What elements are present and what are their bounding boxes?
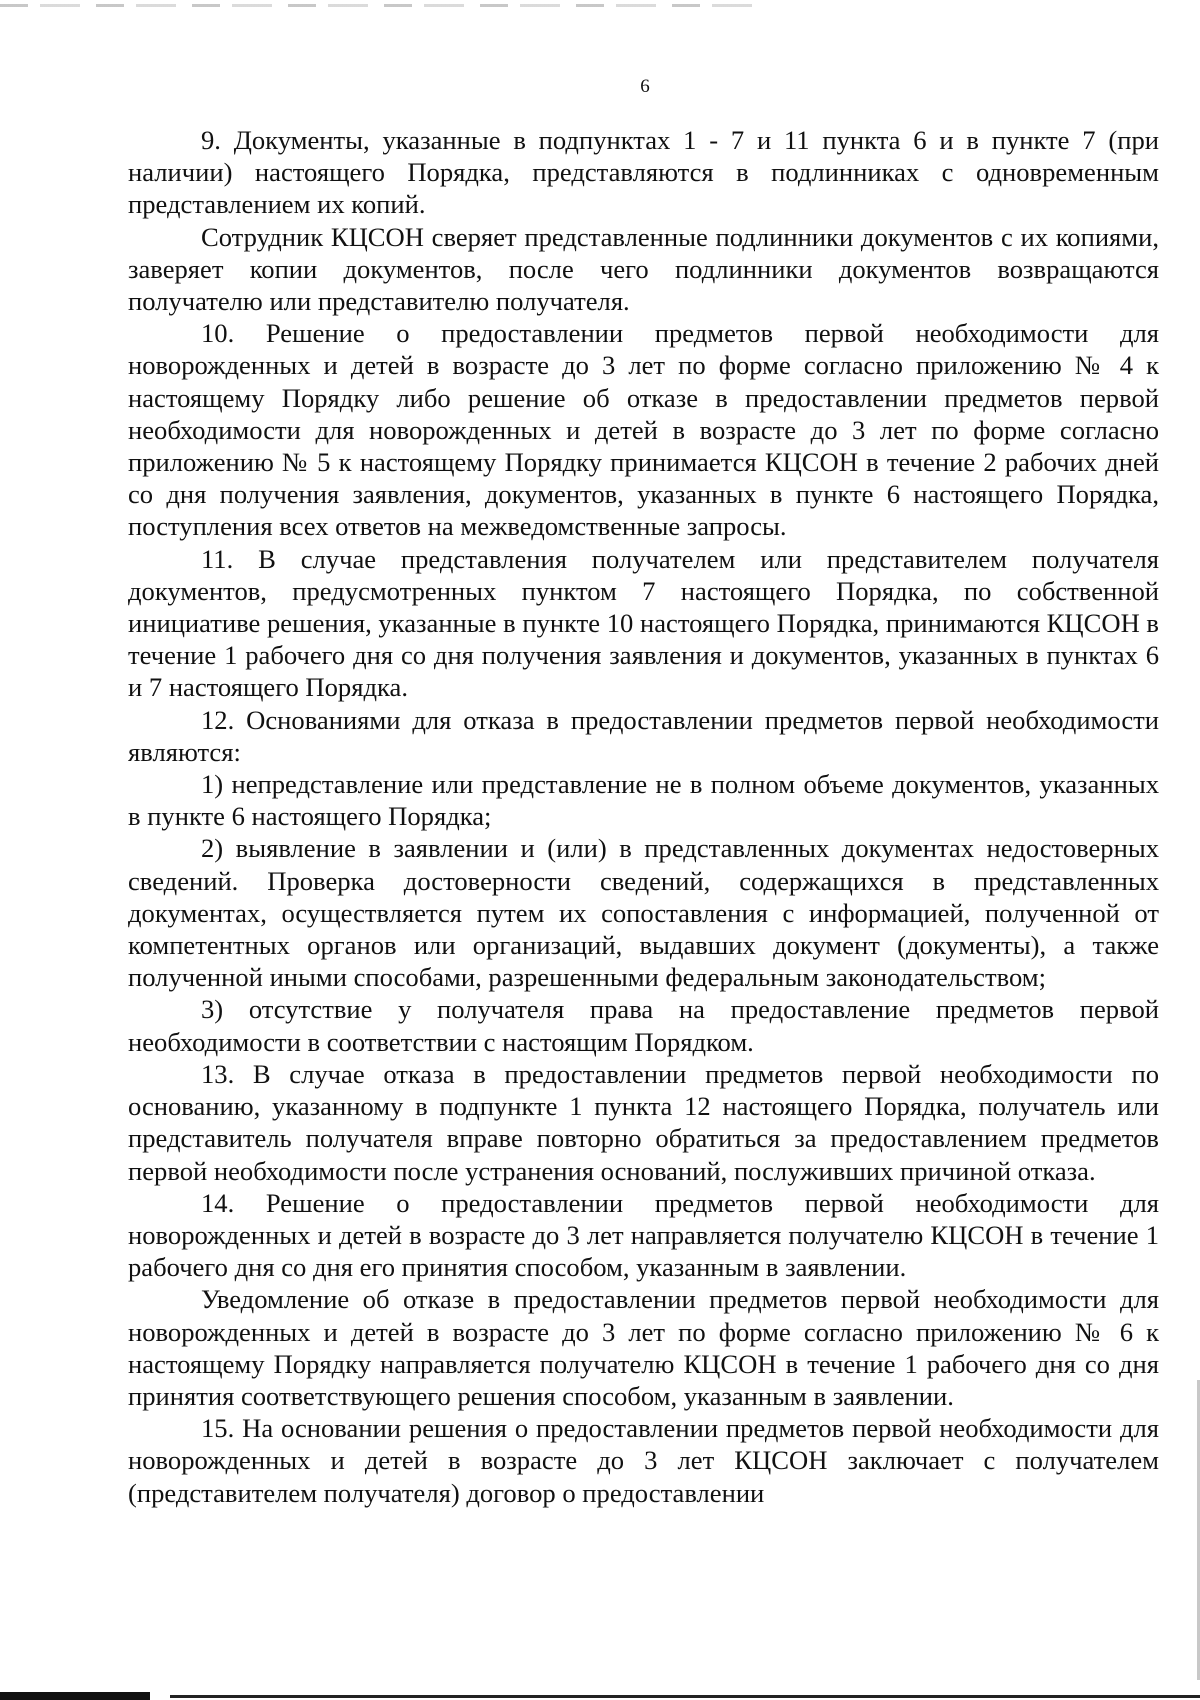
scan-edge-bottom-line bbox=[170, 1695, 1200, 1698]
paragraph-12-item-3: 3) отсутствие у получателя права на предоставление предметов первой необходимости в соответствии с настоящим Порядком. bbox=[128, 994, 1159, 1057]
scan-edge-bottom-mark bbox=[0, 1692, 150, 1700]
scan-edge-top bbox=[0, 4, 760, 7]
paragraph-12: 12. Основаниями для отказа в предоставлении предметов первой необходимости являются: bbox=[128, 704, 1159, 767]
paragraph-11: 11. В случае представления получателем или представителем получателя документов, предусмотренных пунктом 7 настоящего Порядка, по собственной инициативе решения, указанные в пункте 10 настоящего Порядка, принимаются КЦСОН в течение 1 рабочего дня со дня получения заявления и документов, указанных в пунктах 6 и 7 настоящего Порядка. bbox=[128, 543, 1159, 703]
document-body bbox=[128, 124, 1159, 1509]
paragraph-13: 13. В случае отказа в предоставлении предметов первой необходимости по основанию, указанному в подпункте 1 пункта 12 настоящего Порядка, получатель или представитель получателя вправе повторно обратиться за предоставлением предметов первой необходимости после устранения оснований, послуживших причиной отказа. bbox=[128, 1058, 1159, 1186]
paragraph-12-item-1: 1) непредставление или представление не в полном объеме документов, указанных в пункте 6 настоящего Порядка; bbox=[128, 769, 1159, 832]
scan-edge-bottom bbox=[0, 1688, 1200, 1700]
paragraph-14: 14. Решение о предоставлении предметов первой необходимости для новорожденных и детей в возрасте до 3 лет направляется получателю КЦСОН в течение 1 рабочего дня со дня его принятия способом, указанным в заявлении. bbox=[128, 1187, 1159, 1283]
paragraph-9-verification: Сотрудник КЦСОН сверяет представленные подлинники документов с их копиями, заверяет копии документов, после чего подлинники документов возвращаются получателю или представителю получателя. bbox=[128, 221, 1159, 317]
paragraph-14-notice: Уведомление об отказе в предоставлении предметов первой необходимости для новорожденных и детей в возрасте до 3 лет по форме согласно приложению № 6 к настоящему Порядку направляется получателю КЦСОН в течение 1 рабочего дня со дня принятия соответствующего решения способом, указанным в заявлении. bbox=[128, 1284, 1159, 1411]
paragraph-15: 15. На основании решения о предоставлении предметов первой необходимости для новорожденных и детей в возрасте до 3 лет КЦСОН заключает с получателем (представителем получателя) договор о предоставлении bbox=[128, 1413, 1159, 1508]
paragraph-10: 10. Решение о предоставлении предметов первой необходимости для новорожденных и детей в возрасте до 3 лет по форме согласно приложению № 4 к настоящему Порядку либо решение об отказе в предоставлении предметов первой необходимости для новорожденных и детей в возрасте до 3 лет по форме согласно приложению № 5 к настоящему Порядку принимается КЦСОН в течение 2 рабочих дней со дня получения заявления, документов, указанных в пункте 6 настоящего Порядка, поступления всех ответов на межведомственные запросы. bbox=[128, 318, 1159, 542]
paragraph-12-item-2: 2) выявление в заявлении и (или) в представленных документах недостоверных сведений. Проверка достоверности сведений, содержащихся в представленных документах, осуществляется путем их сопоставления с информацией, полученной от компетентных органов или организаций, выдавших документ (документы), а также полученной иными способами, разрешенными федеральным законодательством; bbox=[128, 833, 1159, 993]
page-number: 6 bbox=[640, 76, 650, 97]
paragraph-9: 9. Документы, указанные в подпунктах 1 - 7 и 11 пункта 6 и в пункте 7 (при наличии) настоящего Порядка, представляются в подлинниках с одновременным представлением их копий. bbox=[128, 125, 1159, 220]
